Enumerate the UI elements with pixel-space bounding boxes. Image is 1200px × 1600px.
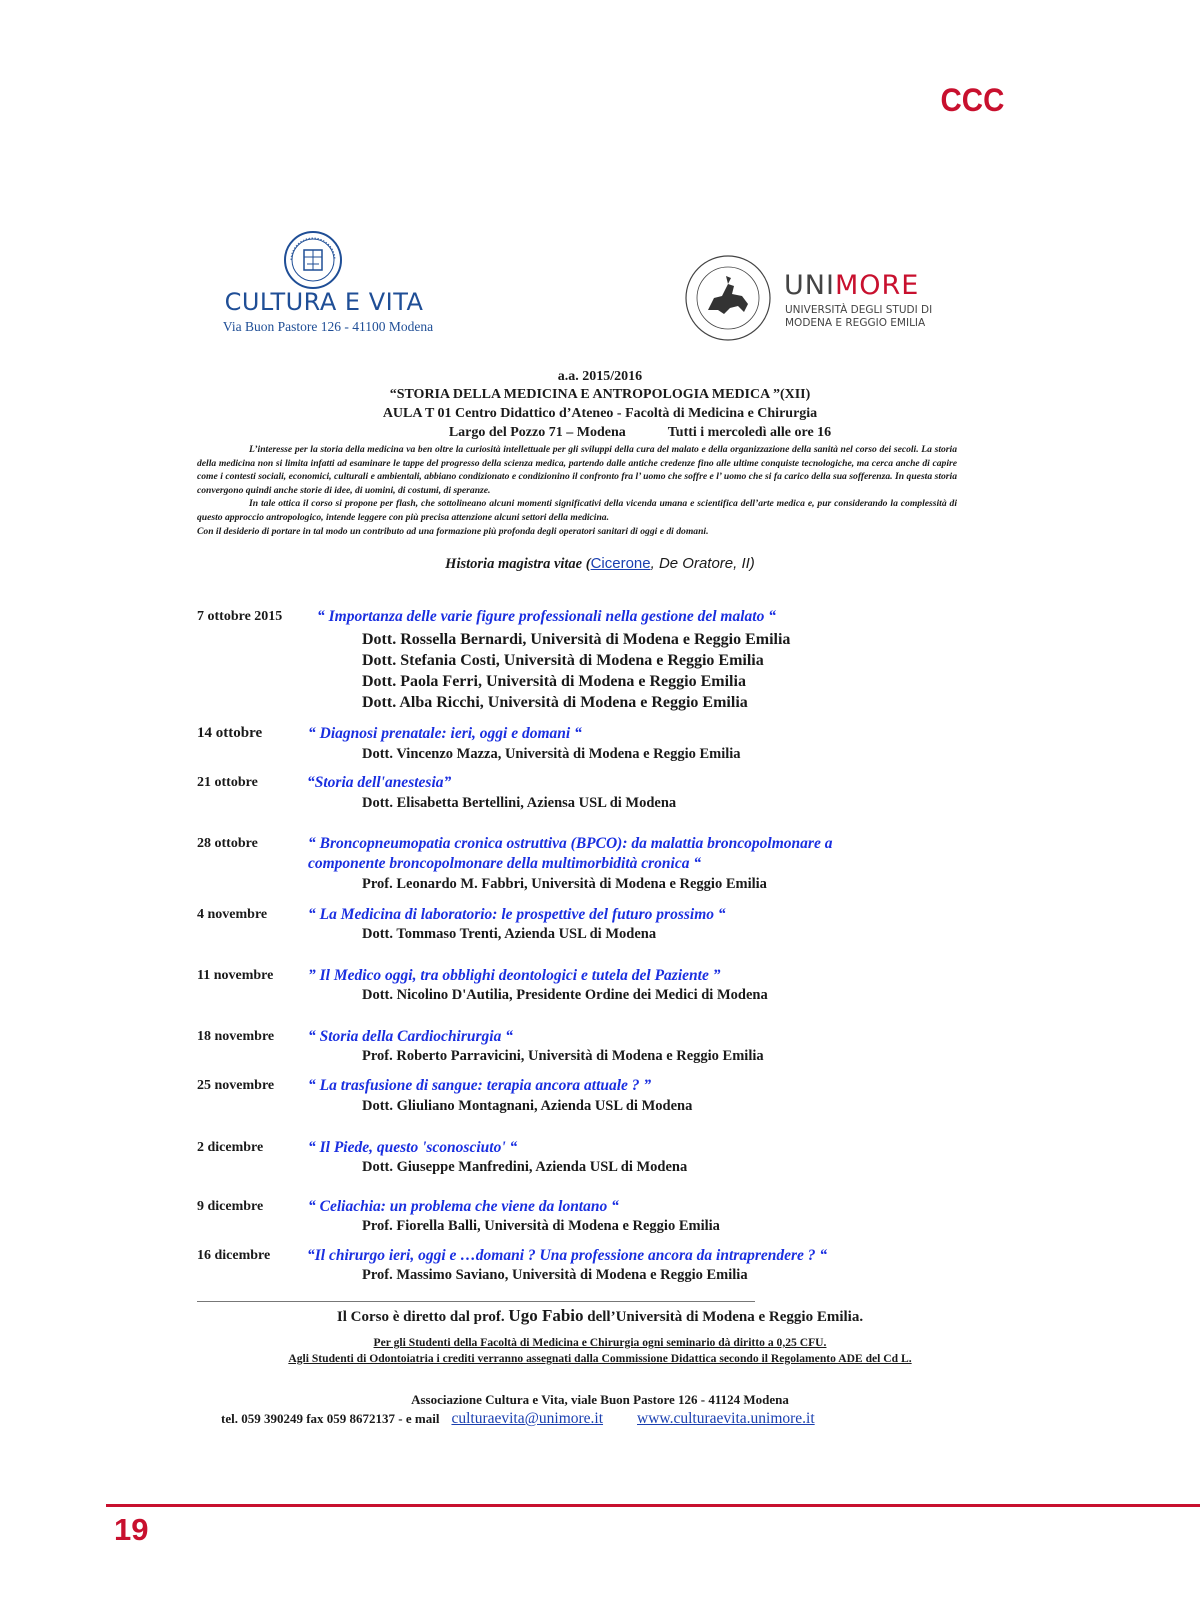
session-speaker: Prof. Fiorella Balli, Università di Modena e Reggio Emilia <box>362 1218 720 1234</box>
intro-paragraph-1: L’interesse per la storia della medicina va ben oltre la curiosità intellettuale per gli sviluppi della cura del malato e della organizzazione della sanità nel corso dei secoli. La storia della medicina non si limita infatti ad esaminare le tappe del progresso della scienza medica, partendo dalle antiche credenze fino alle ultime conquiste tecnologiche, ma cerca anche di capire come i contesti sociali, economici, culturali e ambientali, abbiano condizionato e condizionino il confronto fra l’ uomo che soffre e l’ uomo che si fa carico della sua sofferenza. In questa storia convergono quindi anche storie di idee, di uomini, di costumi, di speranze. <box>197 444 957 496</box>
director-prefix: Il Corso è diretto dal prof. <box>336 1309 505 1325</box>
session-speaker: Dott. Rossella Bernardi, Università di Modena e Reggio Emilia <box>362 631 791 648</box>
session-speaker: Dott. Paola Ferri, Università di Modena e Reggio Emilia <box>362 673 746 690</box>
session-topic: “ Diagnosi prenatale: ieri, oggi e domani “ <box>308 725 582 742</box>
motto-prefix: Historia magistra vitae ( <box>445 556 591 572</box>
website-link[interactable]: www.culturaevita.unimore.it <box>637 1410 815 1427</box>
course-director <box>0 1306 1200 1326</box>
course-title: “STORIA DELLA MEDICINA E ANTROPOLOGIA MEDICA ”(XII) <box>389 387 811 402</box>
cicerone-link[interactable]: Cicerone <box>590 555 651 572</box>
session-speaker: Prof. Roberto Parravicini, Università di Modena e Reggio Emilia <box>362 1048 764 1064</box>
section-code: CCC <box>940 82 1004 118</box>
page-number: 19 <box>114 1512 149 1547</box>
session-topic-continued: componente broncopolmonare della multimorbidità cronica “ <box>308 855 702 872</box>
session-date: 14 ottobre <box>197 725 263 741</box>
unimore-subtitle-line2: MODENA E REGGIO EMILIA <box>785 317 926 329</box>
session-date: 9 dicembre <box>197 1199 264 1214</box>
course-address-line <box>40 425 1200 441</box>
cfu-note-dentistry: Agli Studenti di Odontoiatria i crediti verranno assegnati dalla Commissione Didattica secondo il Regolamento ADE del Cd L. <box>288 1352 912 1365</box>
unimore-name-part1: UNI <box>784 270 835 301</box>
intro-paragraph-3: Con il desiderio di portare in tal modo un contributo ad una formazione più profonda degli operatori sanitari di oggi e di domani. <box>197 525 709 537</box>
cultura-e-vita-address: Via Buon Pastore 126 - 41100 Modena <box>222 319 434 334</box>
session-topic: “ La Medicina di laboratorio: le prospettive del futuro prossimo “ <box>308 906 726 923</box>
session-topic: “Storia dell'anestesia” <box>307 774 452 791</box>
session-date: 4 novembre <box>197 907 268 922</box>
intro-paragraph-2: In tale ottica il corso si propone per flash, che sottolineano alcuni momenti significativi della vicenda umana e scientifica dell’arte medica e, pur considerando la complessità di questo approccio antropologico, intende leggere con più precisa attenzione alcuni settori della medicina. <box>197 498 957 523</box>
session-speaker: Dott. Gliuliano Montagnani, Azienda USL di Modena <box>362 1098 693 1114</box>
unimore-subtitle-line1: UNIVERSITÀ DEGLI STUDI DI <box>785 304 933 316</box>
association-address: Associazione Cultura e Vita, viale Buon Pastore 126 - 41124 Modena <box>411 1392 789 1407</box>
director-name: Ugo Fabio <box>508 1306 584 1325</box>
session-topic: ” Il Medico oggi, tra obblighi deontologici e tutela del Paziente ” <box>308 967 721 984</box>
session-speaker: Dott. Tommaso Trenti, Azienda USL di Modena <box>362 926 657 942</box>
academic-year: a.a. 2015/2016 <box>557 369 643 384</box>
session-date: 25 novembre <box>197 1078 275 1093</box>
session-speaker: Prof. Leonardo M. Fabbri, Università di Modena e Reggio Emilia <box>362 876 767 892</box>
session-date: 28 ottobre <box>197 836 258 851</box>
unimore-seal-icon <box>684 254 772 342</box>
session-topic: “ Celiachia: un problema che viene da lontano “ <box>308 1198 619 1215</box>
cultura-e-vita-seal-icon <box>283 230 343 290</box>
session-date: 2 dicembre <box>197 1140 264 1155</box>
session-speaker: Dott. Nicolino D'Autilia, Presidente Ordine dei Medici di Modena <box>362 987 768 1003</box>
divider <box>197 1301 755 1302</box>
session-speaker: Dott. Alba Ricchi, Università di Modena e Reggio Emilia <box>362 694 748 711</box>
course-venue: AULA T 01 Centro Didattico d’Ateneo - Facoltà di Medicina e Chirurgia <box>382 406 818 421</box>
session-topic: “ Broncopneumopatia cronica ostruttiva (BPCO): da malattia broncopolmonare a <box>308 835 833 852</box>
session-speaker: Dott. Stefania Costi, Università di Modena e Reggio Emilia <box>362 652 764 669</box>
session-speaker: Dott. Giuseppe Manfredini, Azienda USL di Modena <box>362 1159 688 1175</box>
session-speaker: Dott. Elisabetta Bertellini, Aziensa USL di Modena <box>362 795 677 811</box>
course-address: Largo del Pozzo 71 – Modena <box>448 425 626 440</box>
session-date: 16 dicembre <box>197 1248 271 1263</box>
unimore-logo <box>684 254 933 350</box>
session-topic: “ Il Piede, questo 'sconosciuto' “ <box>308 1139 518 1156</box>
session-speaker: Prof. Massimo Saviano, Università di Modena e Reggio Emilia <box>362 1267 748 1283</box>
motto-suffix: , De Oratore, II) <box>650 555 755 572</box>
phone-fax: tel. 059 390249 fax 059 8672137 - e mail <box>221 1411 440 1426</box>
footer-divider <box>106 1504 1200 1507</box>
session-topic: “Il chirurgo ieri, oggi e …domani ? Una professione ancora da intraprendere ? “ <box>307 1247 828 1264</box>
director-suffix: dell’Università di Modena e Reggio Emilia. <box>587 1309 864 1325</box>
course-intro <box>197 443 957 538</box>
cultura-e-vita-logo <box>208 230 440 340</box>
unimore-subtitle <box>785 304 932 330</box>
cfu-note-medicine: Per gli Studenti della Facoltà di Medicina e Chirurgia ogni seminario dà diritto a 0,25 CFU. <box>373 1336 827 1349</box>
email-link[interactable]: culturaevita@unimore.it <box>451 1410 604 1427</box>
session-date: 18 novembre <box>197 1029 275 1044</box>
session-topic: “ Importanza delle varie figure professionali nella gestione del malato “ <box>317 608 776 625</box>
course-schedule: Tutti i mercoledì alle ore 16 <box>667 425 832 440</box>
unimore-name <box>784 270 919 301</box>
contact-line <box>221 1410 815 1428</box>
session-speaker: Dott. Vincenzo Mazza, Università di Modena e Reggio Emilia <box>362 746 741 762</box>
session-topic: “ La trasfusione di sangue: terapia ancora attuale ? ” <box>308 1077 652 1094</box>
session-date: 11 novembre <box>197 968 274 983</box>
session-topic: “ Storia della Cardiochirurgia “ <box>308 1028 513 1045</box>
unimore-name-part2: MORE <box>834 270 920 301</box>
session-date: 7 ottobre 2015 <box>197 609 283 624</box>
cultura-e-vita-name: CULTURA E VITA <box>224 288 424 316</box>
motto <box>0 555 1200 573</box>
session-date: 21 ottobre <box>197 775 258 790</box>
